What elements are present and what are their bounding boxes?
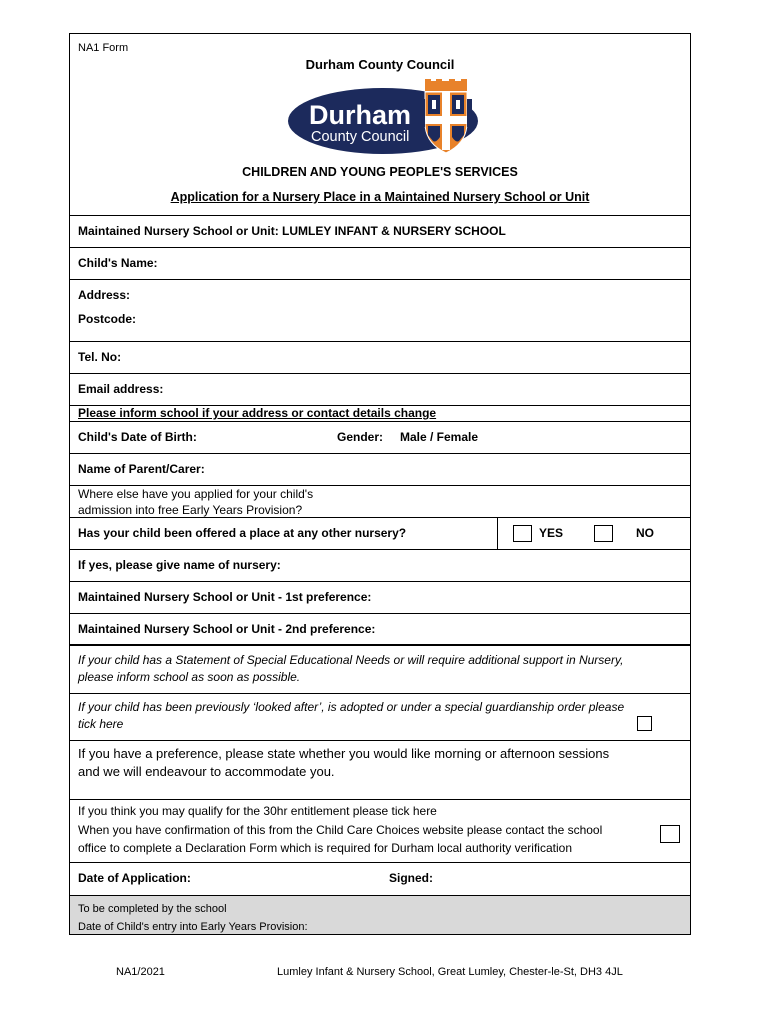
postcode-label: Postcode: — [78, 312, 137, 326]
child-name-label: Child's Name: — [78, 256, 158, 270]
pref2-label: Maintained Nursery School or Unit - 2nd preference: — [78, 622, 376, 636]
email-label: Email address: — [78, 382, 164, 396]
pref2-row[interactable] — [70, 613, 690, 645]
gender-options[interactable]: Male / Female — [400, 430, 479, 444]
durham-county-council-logo — [287, 79, 483, 157]
30hr-line2: When you have confirmation of this from the Child Care Choices website please contact the school — [78, 823, 603, 837]
school-use-row — [70, 895, 690, 934]
footer-address: Lumley Infant & Nursery School, Great Lumley, Chester-le-St, DH3 4JL — [277, 966, 623, 978]
date-application-label: Date of Application: — [78, 871, 191, 885]
30hr-row — [70, 799, 690, 862]
parent-row[interactable] — [70, 453, 690, 485]
address-row[interactable] — [70, 279, 690, 341]
inform-notice: Please inform school if your address or contact details change — [78, 406, 437, 420]
parent-label: Name of Parent/Carer: — [78, 462, 205, 476]
dob-row[interactable] — [70, 421, 690, 453]
offered-label: Has your child been offered a place at any other nursery? — [78, 526, 407, 540]
divider — [497, 518, 498, 549]
email-row[interactable] — [70, 373, 690, 405]
gender-label: Gender: — [337, 430, 384, 444]
address-label: Address: — [78, 288, 131, 302]
looked-after-line1: If your child has been previously ‘looked after’, is adopted or under a special guardianship order please — [78, 700, 625, 714]
application-title: Application for a Nursery Place in a Maintained Nursery School or Unit — [170, 190, 590, 204]
no-checkbox[interactable] — [594, 525, 613, 542]
inform-row — [70, 405, 690, 421]
tel-label: Tel. No: — [78, 350, 122, 364]
school-row — [70, 215, 690, 247]
dob-label: Child's Date of Birth: — [78, 430, 197, 444]
application-form — [69, 33, 691, 935]
footer-code: NA1/2021 — [116, 966, 165, 978]
looked-after-line2: tick here — [78, 717, 124, 731]
yes-label: YES — [539, 526, 564, 540]
offered-row — [70, 517, 690, 549]
pref1-label: Maintained Nursery School or Unit - 1st preference: — [78, 590, 372, 604]
30hr-line1: If you think you may qualify for the 30hr entitlement please tick here — [78, 804, 437, 818]
applied-line1: Where else have you applied for your child's — [78, 487, 314, 501]
form-code: NA1 Form — [78, 42, 129, 54]
department-title: CHILDREN AND YOUNG PEOPLE'S SERVICES — [242, 165, 518, 179]
30hr-checkbox[interactable] — [660, 825, 680, 843]
entry-date-label: Date of Child's entry into Early Years Provision: — [78, 921, 308, 933]
no-label: NO — [636, 526, 654, 540]
applied-line2: admission into free Early Years Provision? — [78, 503, 303, 517]
yes-checkbox[interactable] — [513, 525, 532, 542]
nursery-name-row[interactable] — [70, 549, 690, 581]
sen-line2: please inform school as soon as possible. — [78, 670, 301, 684]
applied-row[interactable] — [70, 485, 690, 517]
logo-line1: Durham — [309, 100, 412, 130]
looked-after-checkbox[interactable] — [637, 716, 652, 731]
30hr-line3: office to complete a Declaration Form which is required for Durham local authority verification — [78, 841, 572, 855]
tel-row[interactable] — [70, 341, 690, 373]
child-name-row[interactable] — [70, 247, 690, 279]
pref1-row[interactable] — [70, 581, 690, 613]
logo-line2: County Council — [311, 129, 410, 145]
session-line1: If you have a preference, please state whether you would like morning or afternoon sessions — [78, 746, 610, 761]
sen-row — [70, 644, 690, 693]
nursery-name-label: If yes, please give name of nursery: — [78, 558, 281, 572]
council-name: Durham County Council — [305, 57, 455, 72]
signed-label: Signed: — [389, 871, 433, 885]
session-line2: and we will endeavour to accommodate you. — [78, 764, 335, 779]
sen-line1: If your child has a Statement of Special Educational Needs or will require additional support in Nursery, — [78, 653, 624, 667]
looked-after-row — [70, 693, 690, 740]
school-label: Maintained Nursery School or Unit: LUMLEY INFANT & NURSERY SCHOOL — [78, 224, 506, 238]
school-use-label: To be completed by the school — [78, 903, 227, 915]
session-row[interactable] — [70, 740, 690, 799]
form-header — [70, 34, 690, 215]
signature-row[interactable] — [70, 862, 690, 895]
